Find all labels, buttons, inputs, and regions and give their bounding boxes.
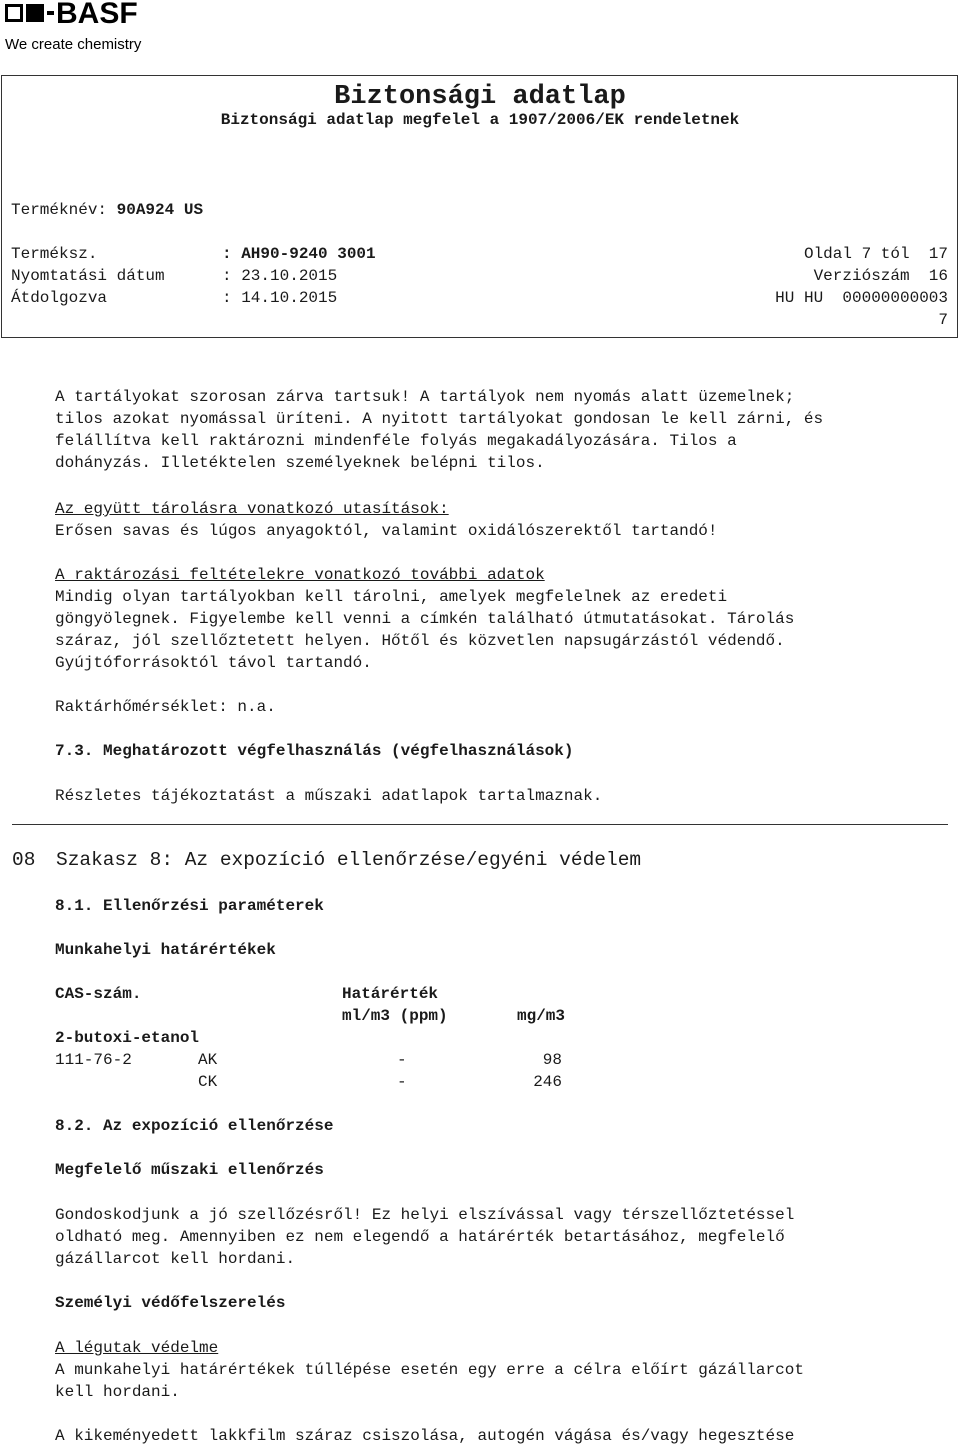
- product-name-label: Terméknév:: [11, 201, 108, 219]
- table-header-limit: Határérték: [342, 985, 439, 1003]
- table-row-type: CK: [198, 1073, 218, 1091]
- section-8-title: [12, 847, 641, 873]
- section-title-text: Szakasz 8: Az expozíció ellenőrzése/egyéni védelem: [56, 849, 642, 871]
- logo-dash: [47, 11, 54, 15]
- logo-square-outline: [5, 4, 23, 22]
- respiratory-heading: A légutak védelme: [55, 1339, 219, 1357]
- item-number-label: Terméksz.: [11, 245, 98, 263]
- storage-conditions-line-1: Mindig olyan tartályokban kell tárolni, amelyek megfelelnek az eredeti: [55, 588, 728, 606]
- technical-controls-line-1: Gondoskodjunk a jó szellőzésről! Ez helyi elszívással vagy térszellőztetéssel: [55, 1206, 795, 1224]
- page-number: Oldal 7 tól 17: [803, 245, 948, 263]
- section-7-3-text: Részletes tájékoztatást a műszaki adatlapok tartalmaznak.: [55, 787, 603, 805]
- table-header-ppm: ml/m3 (ppm): [342, 1007, 448, 1025]
- storage-conditions-line-3: száraz, jól szellőztetett helyen. Hőtől és közvetlen napsugárzástól védendő.: [55, 632, 785, 650]
- technical-controls-heading: Megfelelő műszaki ellenőrzés: [55, 1161, 324, 1179]
- table-row-mg: 98: [542, 1051, 562, 1069]
- handling-line-4: dohányzás. Illetéktelen személyeknek belépni tilos.: [55, 454, 545, 472]
- storage-conditions-line-4: Gyújtóforrásoktól távol tartandó.: [55, 654, 372, 672]
- document-subtitle: Biztonsági adatlap megfelel a 1907/2006/EK rendeletnek: [220, 111, 740, 129]
- technical-controls-line-3: gázállarcot kell hordani.: [55, 1250, 296, 1268]
- print-date-label: Nyomtatási dátum: [11, 267, 165, 285]
- section-number: 08: [12, 849, 36, 871]
- document-code: HU HU 00000000003: [775, 289, 948, 307]
- table-row-mg: 246: [533, 1073, 562, 1091]
- respiratory-line-1: A munkahelyi határértékek túllépése esetén egy erre a célra előírt gázállarcot: [55, 1361, 804, 1379]
- section-8-1-heading: 8.1. Ellenőrzési paraméterek: [55, 897, 324, 915]
- logo-tagline: We create chemistry: [5, 36, 142, 53]
- workplace-limits-heading: Munkahelyi határértékek: [55, 941, 276, 959]
- print-date-value: : 23.10.2015: [222, 267, 338, 285]
- respiratory-line-2: kell hordani.: [55, 1383, 180, 1401]
- revised-label: Átdolgozva: [11, 289, 108, 307]
- logo-square-filled: [26, 4, 44, 22]
- storage-temperature: Raktárhőmérséklet: n.a.: [55, 698, 276, 716]
- table-row-ppm: -: [397, 1073, 407, 1091]
- handling-line-3: felállítva kell raktározni mindenféle folyás megakadályozására. Tilos a: [55, 432, 737, 450]
- technical-controls-line-2: oldható meg. Amennyiben ez nem elegendő a határérték betartásához, megfelelő: [55, 1228, 785, 1246]
- product-name-row: [11, 199, 203, 221]
- storage-together-text: Erősen savas és lúgos anyagoktól, valamint oxidálószerektől tartandó!: [55, 522, 718, 540]
- last-line: A kikeményedett lakkfilm száraz csiszolása, autogén vágása és/vagy hegesztése: [55, 1427, 795, 1445]
- document-code-tail: 7: [938, 311, 948, 329]
- revised-value: : 14.10.2015: [222, 289, 338, 307]
- table-header-mg: mg/m3: [517, 1007, 566, 1025]
- handling-line-1: A tartályokat szorosan zárva tartsuk! A tartályok nem nyomás alatt üzemelnek;: [55, 388, 795, 406]
- handling-line-2: tilos azokat nyomással üríteni. A nyitott tartályokat gondosan le kell zárni, és: [55, 410, 824, 428]
- section-8-2-heading: 8.2. Az expozíció ellenőrzése: [55, 1117, 334, 1135]
- ppe-heading: Személyi védőfelszerelés: [55, 1294, 286, 1312]
- storage-conditions-line-2: göngyölegnek. Figyelembe kell venni a címkén található útmutatásokat. Tárolás: [55, 610, 795, 628]
- version-number: Verziószám 16: [813, 267, 948, 285]
- section-separator: [12, 824, 948, 825]
- table-row-ppm: -: [397, 1051, 407, 1069]
- table-cas-number: 111-76-2: [55, 1051, 132, 1069]
- document-title: Biztonsági adatlap: [334, 82, 626, 112]
- storage-conditions-heading: A raktározási feltételekre vonatkozó további adatok: [55, 566, 545, 584]
- logo-wordmark: BASF: [56, 0, 138, 30]
- table-header-cas: CAS-szám.: [55, 985, 142, 1003]
- storage-together-heading: Az együtt tárolásra vonatkozó utasítások:: [55, 500, 449, 518]
- section-7-3-heading: 7.3. Meghatározott végfelhasználás (végfelhasználások): [55, 742, 574, 760]
- product-name-value: 90A924 US: [116, 201, 204, 219]
- basf-logo: [5, 0, 165, 56]
- table-row-type: AK: [198, 1051, 218, 1069]
- item-number-value: : AH90-9240 3001: [222, 245, 376, 263]
- table-substance: 2-butoxi-etanol: [55, 1029, 200, 1047]
